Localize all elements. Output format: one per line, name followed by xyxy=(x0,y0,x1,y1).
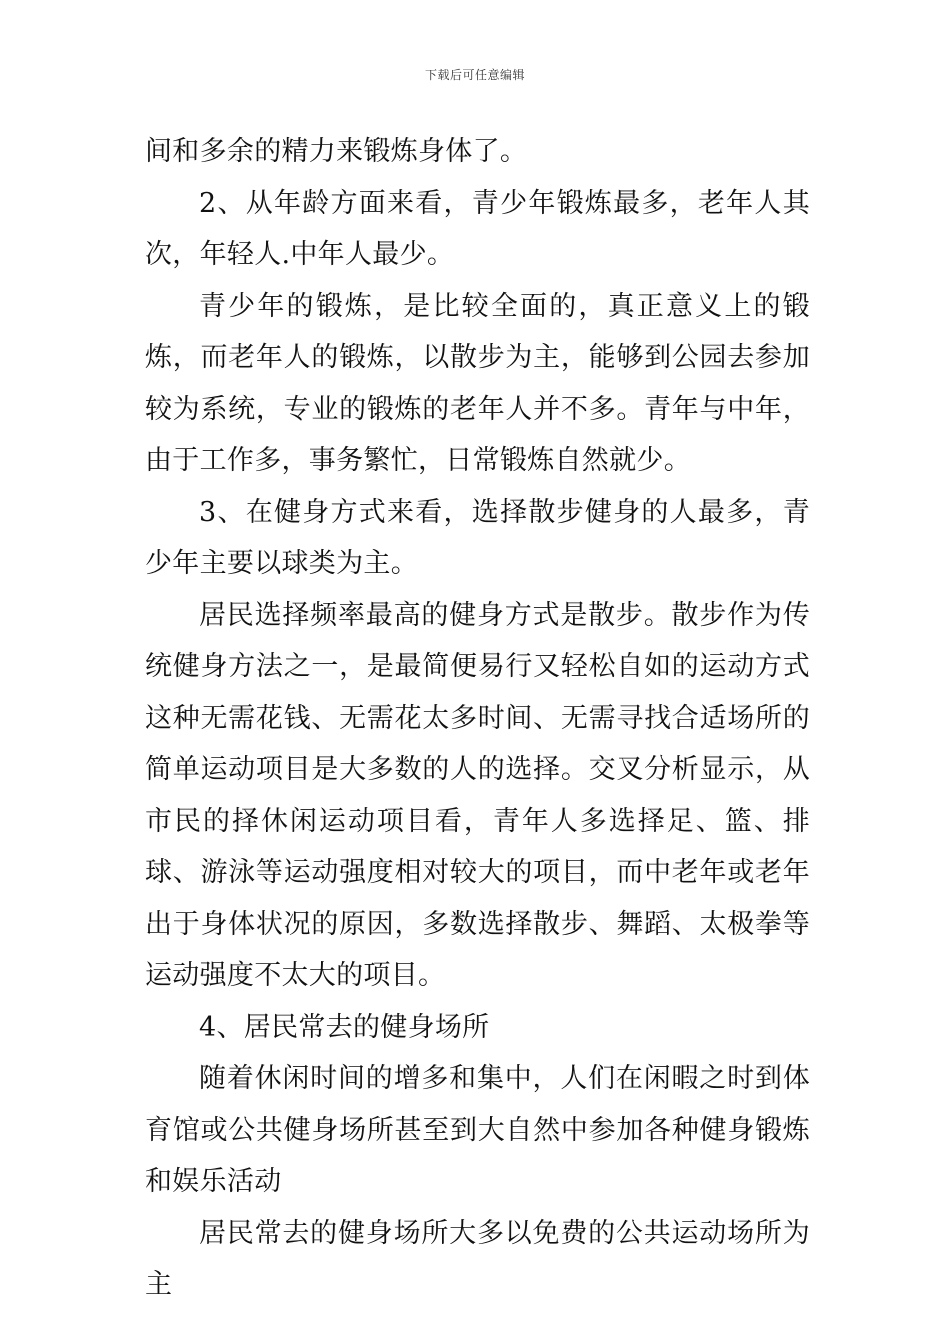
paragraph: 青少年的锻炼，是比较全面的，真正意义上的锻炼，而老年人的锻炼，以散步为主，能够到公园去参加较为系统，专业的锻炼的老年人并不多。青年与中年，由于工作多，事务繁忙，日常锻炼自然就少。 xyxy=(145,290,810,476)
paragraph: 随着休闲时间的增多和集中，人们在闲暇之时到体育馆或公共健身场所甚至到大自然中参加各种健身锻炼和娱乐活动 xyxy=(145,1063,810,1197)
paragraph: 3、在健身方式来看，选择散步健身的人最多，青少年主要以球类为主。 xyxy=(145,496,810,579)
paragraph: 间和多余的精力来锻炼身体了。 xyxy=(145,136,528,167)
header-note: 下载后可任意编辑 xyxy=(424,68,525,82)
paragraph: 2、从年龄方面来看，青少年锻炼最多，老年人其次，年轻人.中年人最少。 xyxy=(145,187,810,270)
paragraph: 居民选择频率最高的健身方式是散步。散步作为传统健身方法之一，是最简便易行又轻松自如的运动方式这种无需花钱、无需花太多时间、无需寻找合适场所的简单运动项目是大多数的人的选择。交叉分析显示，从市民的择休闲运动项目看，青年人多选择足、篮、排球、游泳等运动强度相对较大的项目，而中老年或老年出于身体状况的原因，多数选择散步、舞蹈、太极拳等运动强度不太大的项目。 xyxy=(145,599,810,991)
body-text xyxy=(145,126,810,1311)
paragraph: 4、居民常去的健身场所 xyxy=(199,1011,490,1043)
paragraph: 居民常去的健身场所大多以免费的公共运动场所为主 xyxy=(145,1217,810,1300)
